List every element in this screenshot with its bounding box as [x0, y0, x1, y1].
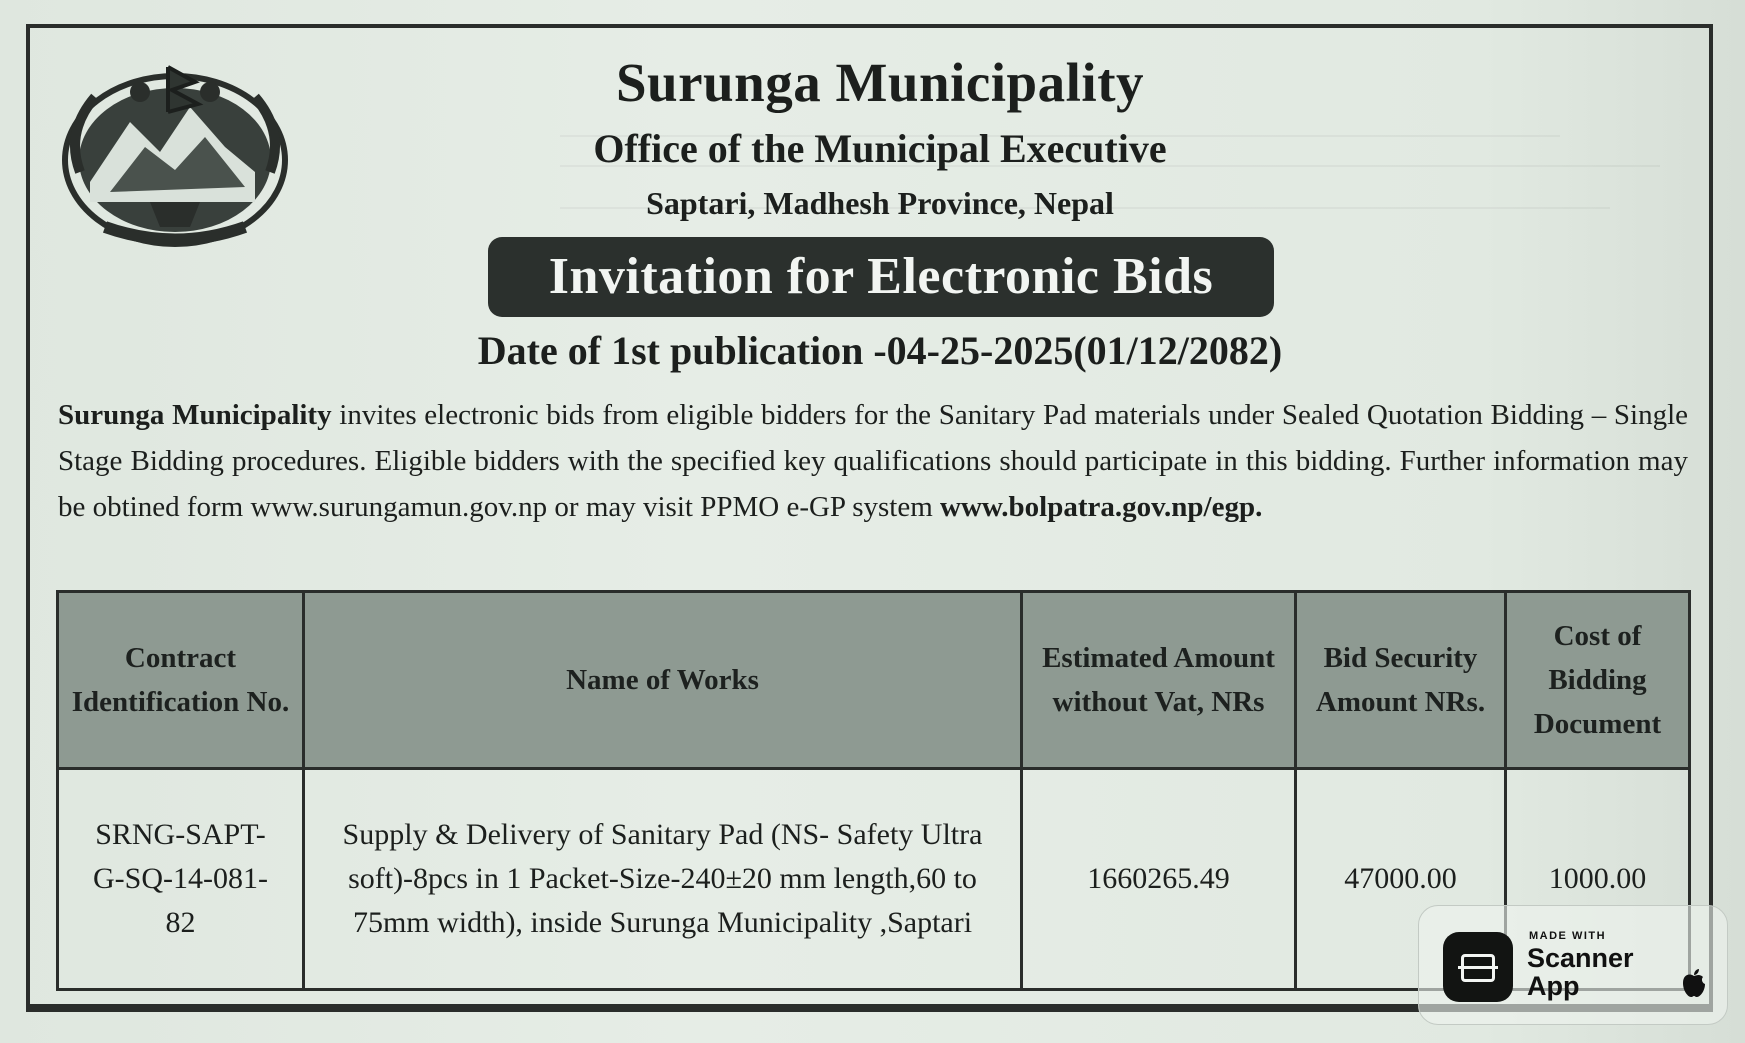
table-header-row: [58, 592, 1690, 769]
scanner-app-icon: [1443, 932, 1513, 1002]
header-contract-id: Contract Identification No.: [58, 592, 304, 769]
cell-name-of-works: Supply & Delivery of Sanitary Pad (NS- Safety Ultra soft)-8pcs in 1 Packet-Size-240±20 mm length,60 to 75mm width), inside Surunga Municipality ,Saptari: [304, 769, 1022, 990]
publication-date: Date of 1st publication -04-25-2025(01/12/2082): [477, 328, 1283, 373]
scanner-app-name: Scanner App: [1527, 943, 1634, 1001]
apple-icon: [1681, 968, 1707, 998]
made-with-label: MADE WITH: [1529, 930, 1607, 942]
page-title: Surunga Municipality: [615, 52, 1145, 113]
header-name-of-works: Name of Works: [304, 592, 1022, 769]
cell-bidding-cost: 1000.00: [1506, 769, 1690, 990]
location-subtitle: Saptari, Madhesh Province, Nepal: [646, 185, 1114, 221]
office-subtitle: Office of the Municipal Executive: [593, 126, 1167, 171]
header-bid-security: Bid Security Amount NRs.: [1296, 592, 1506, 769]
notice-org: Surunga Municipality: [58, 399, 332, 431]
scanner-app-watermark: [1418, 905, 1728, 1025]
notice-paragraph: [58, 392, 1688, 530]
header-estimated-amount: Estimated Amount without Vat, NRs: [1022, 592, 1296, 769]
cell-estimated-amount: 1660265.49: [1022, 769, 1296, 990]
invitation-banner: Invitation for Electronic Bids: [488, 237, 1274, 317]
cell-contract-id: SRNG-SAPT-G-SQ-14-081-82: [58, 769, 304, 990]
nepal-emblem-icon: [50, 52, 300, 252]
egp-link[interactable]: www.bolpatra.gov.np/egp.: [940, 491, 1263, 523]
cell-bid-security: 47000.00: [1296, 769, 1506, 990]
header-bidding-cost: Cost of Bidding Document: [1506, 592, 1690, 769]
notice-body: invites electronic bids from eligible bidders for the Sanitary Pad materials under Sealed Quotation Bidding – Single Stage Bidding procedures. Eligible bidders with the specified key qualifications should participate in this bidding. Further information may be obtined form www.surungamun.gov.np or may visit PPMO e-GP system: [58, 399, 1688, 523]
